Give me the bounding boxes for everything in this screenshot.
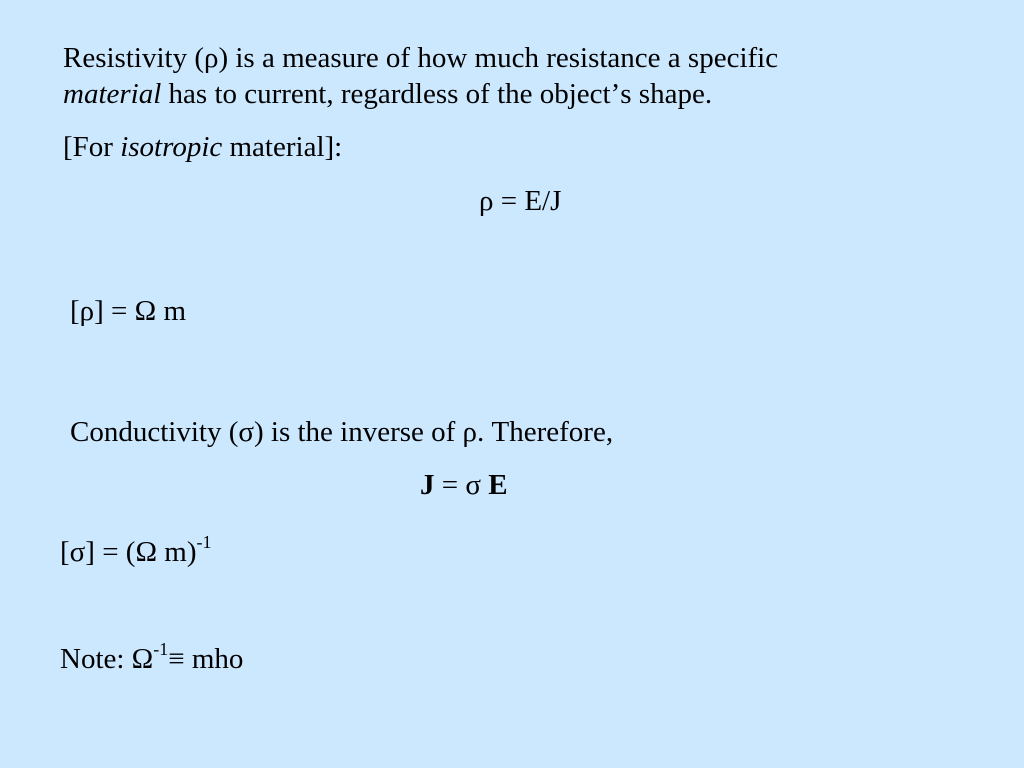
sigma-units xyxy=(60,534,211,570)
note-prefix: Note: Ω xyxy=(60,643,154,675)
e-symbol: E xyxy=(488,469,508,501)
resistivity-definition xyxy=(63,40,963,112)
rho-units: [ρ] = Ω m xyxy=(70,295,186,327)
sigma-units-base: [σ] = (Ω m) xyxy=(60,536,197,568)
isotropic-italic: isotropic xyxy=(120,131,223,163)
rho-equation: ρ = E/J xyxy=(479,185,562,217)
note-suffix: ≡ mho xyxy=(168,643,244,675)
j-equation xyxy=(420,467,508,503)
sigma-units-exponent: -1 xyxy=(196,532,212,553)
isotropic-note xyxy=(63,129,342,165)
resistivity-line-2 xyxy=(63,76,963,112)
j-equation-middle: = σ xyxy=(434,469,489,501)
j-symbol: J xyxy=(420,469,435,501)
isotropic-prefix: [For xyxy=(63,131,121,163)
resistivity-line-2-rest: has to current, regardless of the objectʼs shape. xyxy=(161,78,713,110)
resistivity-line-1: Resistivity (ρ) is a measure of how much resistance a specific xyxy=(63,42,779,74)
conductivity-definition: Conductivity (σ) is the inverse of ρ. Therefore, xyxy=(70,416,614,448)
note-exponent: -1 xyxy=(153,639,169,660)
isotropic-suffix: material]: xyxy=(222,131,343,163)
material-italic: material xyxy=(63,78,162,110)
mho-note xyxy=(60,641,243,677)
